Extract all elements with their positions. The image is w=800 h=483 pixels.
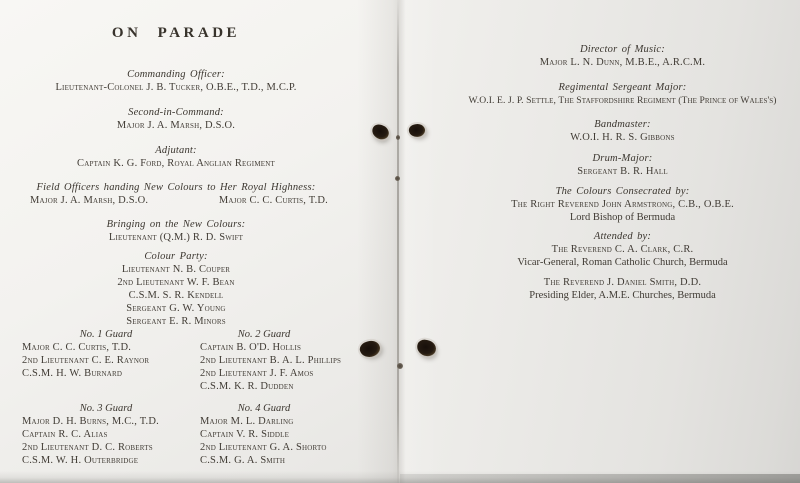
page-bottom-edge-shadow-right [400, 474, 800, 483]
section-heading: Regimental Sergeant Major: [558, 82, 687, 93]
clergy-name: The Reverend C. A. Clark, C.R. [551, 244, 694, 255]
guard-3-block [22, 402, 190, 467]
clergy-name: The Reverend J. Daniel Smith, D.D. [543, 277, 702, 288]
officer-name: Sergeant E. R. Minors [126, 316, 226, 327]
section-heading: Adjutant: [155, 145, 197, 156]
guard-member: Captain B. O'D. Hollis [200, 342, 302, 353]
section-heading: Director of Music: [580, 44, 665, 55]
officer-name: Major J. A. Marsh, D.S.O. [30, 195, 149, 206]
guard-title: No. 3 Guard [79, 403, 133, 414]
section-attended-by [450, 230, 795, 269]
clergy-title: Presiding Elder, A.M.E. Churches, Bermuda [529, 290, 716, 301]
guards-row-2 [10, 402, 342, 467]
guard-title: No. 1 Guard [79, 329, 133, 340]
officer-name: 2nd Lieutenant W. F. Bean [117, 277, 235, 288]
officer-name: W.O.I. E. J. P. Settle, The Staffordshire Regiment (The Prince of Wales's) [468, 95, 777, 106]
section-field-officers [10, 181, 342, 207]
section-heading: Attended by: [593, 231, 652, 242]
officer-name: Lieutenant N. B. Couper [121, 264, 231, 275]
guard-member: 2nd Lieutenant D. C. Roberts [22, 442, 153, 453]
guard-member: 2nd Lieutenant J. F. Amos [200, 368, 314, 379]
section-colours-consecrated [450, 185, 795, 224]
guard-member: 2nd Lieutenant G. A. Shorto [200, 442, 327, 453]
officer-name: Lieutenant-Colonel J. B. Tucker, O.B.E., T.D., M.C.P. [55, 82, 297, 93]
page-title: ON PARADE [111, 25, 241, 41]
section-adjutant [10, 144, 342, 170]
section-regimental-sergeant-major [450, 81, 795, 107]
guard-member: Captain V. R. Siddle [200, 429, 290, 440]
officer-name-pair [10, 194, 342, 207]
center-fold-line [397, 0, 399, 483]
section-heading: Second-in-Command: [128, 107, 224, 118]
right-page-column [450, 0, 795, 302]
fold-speck [395, 176, 400, 181]
guard-2-block [200, 328, 342, 393]
section-heading: Bandmaster: [594, 119, 651, 130]
guard-title: No. 2 Guard [237, 329, 291, 340]
officer-name: Major C. C. Curtis, T.D. [218, 195, 328, 206]
guard-member: Major D. H. Burns, M.C., T.D. [22, 416, 159, 427]
guard-member: 2nd Lieutenant C. E. Raynor [22, 355, 150, 366]
section-drum-major [450, 152, 795, 178]
officer-name: W.O.I. H. R. S. Gibbons [570, 132, 675, 143]
officer-name: Lieutenant (Q.M.) R. D. Swift [108, 232, 244, 243]
section-heading: The Colours Consecrated by: [555, 186, 690, 197]
guard-member: Major C. C. Curtis, T.D. [22, 342, 132, 353]
section-presiding-elder [450, 276, 795, 302]
clergy-name: The Right Reverend John Armstrong, C.B., O.B.E. [511, 199, 734, 210]
section-bringing-on-colours [10, 218, 342, 244]
officer-name: Major L. N. Dunn, M.B.E., A.R.C.M. [539, 57, 706, 68]
guard-member: C.S.M. W. H. Outerbridge [22, 455, 139, 466]
officer-name: Sergeant G. W. Young [126, 303, 226, 314]
section-colour-party [10, 250, 342, 328]
section-heading: Drum-Major: [592, 153, 653, 164]
section-heading: Colour Party: [144, 251, 208, 262]
guard-4-block [200, 402, 328, 467]
clergy-title: Vicar-General, Roman Catholic Church, Bermuda [517, 257, 728, 268]
fold-speck [397, 363, 403, 369]
section-director-of-music [450, 43, 795, 69]
officer-name: Major J. A. Marsh, D.S.O. [116, 120, 236, 131]
section-heading: Bringing on the New Colours: [106, 219, 246, 230]
section-commanding-officer [10, 68, 342, 94]
officer-name: Sergeant B. R. Hall [577, 166, 668, 177]
guard-member: C.S.M. G. A. Smith [200, 455, 286, 466]
officer-name: C.S.M. S. R. Kendell [128, 290, 224, 301]
section-bandmaster [450, 118, 795, 144]
section-second-in-command [10, 106, 342, 132]
guard-member: C.S.M. K. R. Dudden [200, 381, 294, 392]
guard-member: Captain R. C. Alias [22, 429, 108, 440]
officer-name: Captain K. G. Ford, Royal Anglian Regiment [77, 158, 275, 169]
guard-member: C.S.M. H. W. Burnard [22, 368, 123, 379]
section-heading: Commanding Officer: [127, 69, 225, 80]
left-page-column [10, 0, 342, 467]
guard-title: No. 4 Guard [237, 403, 291, 414]
guard-1-block [22, 328, 190, 393]
section-heading: Field Officers handing New Colours to Her Royal Highness: [36, 182, 316, 193]
clergy-title: Lord Bishop of Bermuda [569, 212, 676, 223]
guards-row-1 [10, 328, 342, 393]
guard-member: Major M. L. Darling [200, 416, 294, 427]
fold-speck [396, 135, 400, 140]
guard-member: 2nd Lieutenant B. A. L. Phillips [200, 355, 342, 366]
